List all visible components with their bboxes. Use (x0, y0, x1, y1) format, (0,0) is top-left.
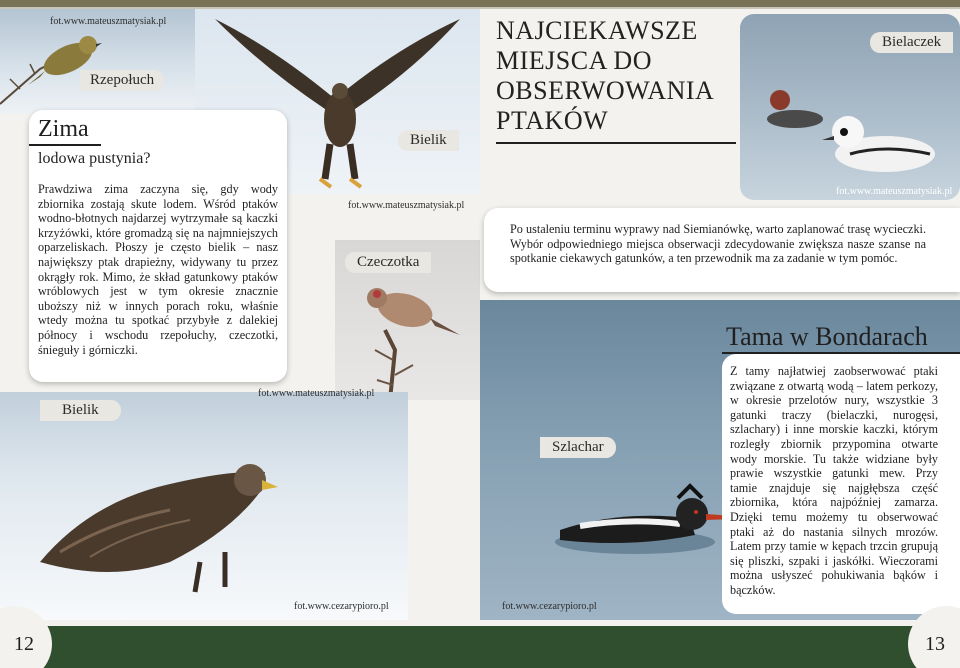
intro-text: Po ustaleniu terminu wyprawy nad Siemianówkę, warto zaplanować trasę wycieczki. Wybór odpowiedniego miejsca obserwacji zdecydowanie zwiększa nasze szanse na spotkanie ciekawych gatunków, a ten przewodnik ma za zadanie w tym pomóc. (510, 222, 926, 266)
bielaczek-label: Bielaczek (870, 32, 953, 53)
bielik-sitting-photo (0, 392, 408, 620)
top-bar (0, 0, 960, 7)
bielik-sitting-illustration (0, 392, 408, 620)
zima-body: Prawdziwa zima zaczyna się, gdy wody zbiornika zostają skute lodem. Wśród ptaków wodno-błotnych najdarzej wytrzymałe są kaczki krzyżówki, które gromadzą się na najmniejszych oparzeliskach. Płoszy je często bielik – nasz największy ptak drapieżny, widywany tu przez okrągły rok. Mimo, że skład gatunkowy ptaków wróblowych jest w tym okresie znacznie uboższy niż w innych porach roku, właśnie wtedy można tu spotkać przybyłe z dalekiej północy i wschodu rzepołuchy, czeczotki, śnieguły i górniczki. (38, 182, 278, 357)
bielaczek-credit: fot.www.mateuszmatysiak.pl (836, 186, 953, 197)
rzepoluch-credit: fot.www.mateuszmatysiak.pl (50, 16, 167, 27)
tama-body: Z tamy najłatwiej zaobserwować ptaki związane z otwartą wodą – latem perkozy, w okresie przelotów nury, wszystkie 3 gatunki traczy (bielaczki, nurogęsi, szlachary) i inne morskie kaczki, którym rozległy zbiornik przypomina otwarte wody morskie. Tu także widziane były prawie wszystkie gatunki mew. Przy tamie znajduje się najgłębsza część zbiornika, która najpóźniej zamarza. Dzięki temu możemy tu obserwować ptaki aż do nastania silnych mrozów. Latem przy tamie w kępach trzcin grupują się pliszki, szpaki i jaskółki. Wieczorami można usłyszeć pohukiwania bąków i bączków. (730, 364, 938, 597)
tama-title: Tama w Bondarach (726, 322, 928, 351)
main-heading: NAJCIEKAWSZE MIEJSCA DO OBSERWOWANIA PTAKÓW (496, 16, 713, 135)
bielik-top-label: Bielik (398, 130, 459, 151)
page-number-left-text: 12 (14, 632, 34, 655)
heading-rule (496, 142, 736, 144)
bielik-top-credit: fot.www.mateuszmatysiak.pl (348, 200, 465, 211)
bielik-bottom-label: Bielik (40, 400, 121, 421)
bottom-bar (0, 626, 960, 668)
rzepoluch-label: Rzepołuch (80, 70, 164, 91)
bielik-bottom-credit: fot.www.cezarypioro.pl (294, 601, 389, 612)
tama-rule (722, 352, 960, 354)
czeczotka-credit: fot.www.mateuszmatysiak.pl (258, 388, 375, 399)
szlachar-credit: fot.www.cezarypioro.pl (502, 601, 597, 612)
page-number-right-text: 13 (925, 632, 945, 655)
zima-subtitle: lodowa pustynia? (38, 150, 151, 167)
zima-rule (29, 144, 101, 146)
zima-title: Zima (38, 116, 89, 142)
szlachar-label: Szlachar (540, 437, 616, 458)
czeczotka-label: Czeczotka (345, 252, 431, 273)
